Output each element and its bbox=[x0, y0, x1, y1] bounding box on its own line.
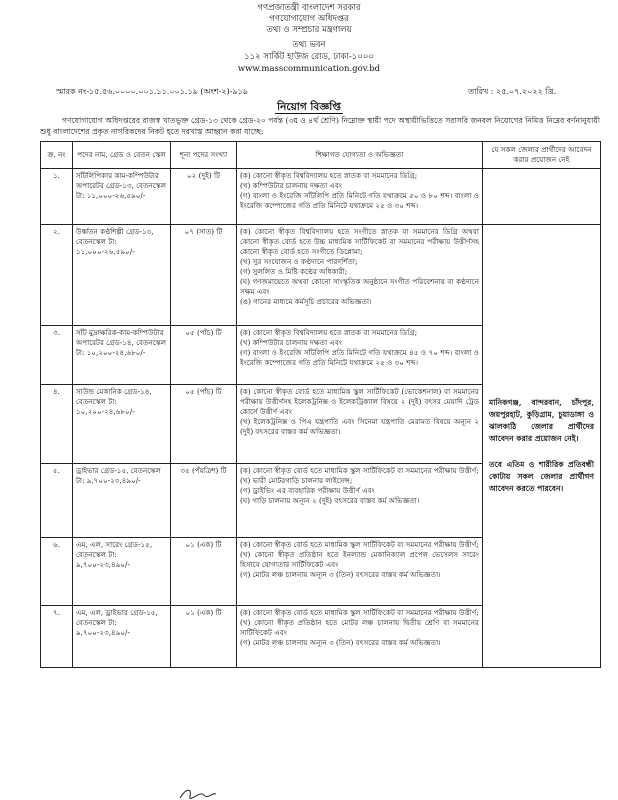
qualification-item: (গ) বাংলা ও ইংরেজি সাঁটলিপি প্রতি মিনিটে গতি যথাক্রমে ৫০ ও ৮০ শব্দ। বাংলা ও ইংরেজি কম্পোজের গতি প্রতি মিনিটে যথাক্রমে ২৫ ও ৩০ শব্দ। bbox=[240, 191, 479, 210]
cell-remarks-empty bbox=[483, 169, 601, 225]
qualification-item: (খ) কোনো স্বীকৃত প্রতিষ্ঠান হতে ইনল্যান্ড মেকানিক্যাল প্রপেল ভেসেলস সারেং হিসাবে যোগ্যতার সার্টিফিকেট এবং bbox=[240, 550, 479, 569]
col-header-vacancies: শূন্য পদের সংখ্যা bbox=[171, 142, 237, 169]
header-address: ১১২ সার্কিট হাউজ রোড, ঢাকা-১০০০ bbox=[244, 52, 374, 62]
qualification-item: (ঙ) গানের মাধ্যমে কর্মসূচি প্রচারের অভিজ্ঞতা। bbox=[240, 297, 372, 306]
page-title bbox=[0, 100, 618, 117]
table-header-row bbox=[41, 142, 601, 169]
cell-post-grade-scale: সাঁটলিপিকার কাম-কম্পিউটার অপারেটর গ্রেড-১৩, বেতনস্কেল টা: ১১,০০০-২৬,৫৯০/- bbox=[73, 169, 171, 225]
qualification-item: (গ) মোটর লঞ্চ চালনায় অন্যূন ৩ (তিন) বৎসরের বাস্তব কর্ম অভিজ্ঞতা। bbox=[240, 638, 441, 647]
table-row bbox=[41, 169, 601, 225]
qualification-item: (ক) কোনো স্বীকৃত বোর্ড হতে মাধ্যমিক স্কুল সার্টিফিকেট (ভোকেশনাল) বা সমমানের পরীক্ষায় উত্তীর্ণসহ ইলেকট্রনিক্স ও ইলেকট্রিক্যাল বিষয়ে ২ (দুই) বৎসর মেয়াদি ট্রেড কোর্সে উত্তীর্ণ এবং bbox=[240, 387, 479, 416]
notice-date: তারিখ : ২৫.০৭.২০২২ খ্রি. bbox=[468, 87, 557, 96]
cell-qualifications bbox=[237, 169, 483, 225]
col-header-excluded-districts: যে সকল জেলার প্রার্থীদের আবেদন করার প্রয়োজন নেই bbox=[483, 142, 601, 169]
cell-post-grade-scale: উর্ধ্বতন কণ্ঠশিল্পী গ্রেড-১৩, বেতনস্কেল টা: ১১,০০০-২৬,৫৯০/- bbox=[73, 225, 171, 326]
memo-number: স্মারক নং-১৫.৫৬.০০০০.০০১.১১.০০১.১৯ (অংশ-২)-৯১৯ bbox=[56, 87, 248, 96]
cell-qualifications bbox=[237, 606, 483, 668]
col-header-serial: ক্র. নং bbox=[41, 142, 73, 169]
qualification-item: (ক) কোনো স্বীকৃত বিশ্ববিদ্যালয় হতে স্নাতক বা সমমানের ডিগ্রি; bbox=[240, 171, 418, 180]
cell-serial: ৪. bbox=[41, 385, 73, 464]
cell-post-grade-scale: ড্রাইভার গ্রেড-১৫, বেতনস্কেল টা: ৯,৭০০-২৩,৪৯০/- bbox=[73, 464, 171, 538]
cell-qualifications bbox=[237, 385, 483, 464]
qualification-item: (ক) কোনো স্বীকৃত বিশ্ববিদ্যালয় হতে স্নাতক বা সমমানের ডিগ্রি; bbox=[240, 328, 418, 337]
col-header-post: পদের নাম, গ্রেড ও বেতন স্কেল bbox=[73, 142, 171, 169]
cell-vacancy-count: ০৭ (সাত) টি bbox=[171, 225, 237, 326]
cell-vacancy-count: ০১ (এক) টি bbox=[171, 606, 237, 668]
qualification-item: (খ) কম্পিউটার চালনায় দক্ষতা এবং bbox=[240, 181, 342, 190]
cell-post-grade-scale: এম, এল, সারেং গ্রেড-১৫, বেতনস্কেল টা: ৯,৭০০-২৩,৪৯০/- bbox=[73, 538, 171, 606]
header-website[interactable]: www.masscommunication.gov.bd bbox=[237, 64, 381, 74]
qualification-item: (গ) মোটর লঞ্চ চালনায় অন্যূন ৩ (তিন) বৎসরের বাস্তব কর্ম অভিজ্ঞতা। bbox=[240, 570, 441, 579]
cell-qualifications bbox=[237, 464, 483, 538]
cell-serial: ২. bbox=[41, 225, 73, 326]
header-building: তথ্য ভবন bbox=[292, 40, 326, 50]
cell-serial: ৩. bbox=[41, 326, 73, 385]
cell-post-grade-scale: এম, এল, ড্রাইভার গ্রেড-১৫, বেতনস্কেল টা: ৯,৭০০-২৩,৪৯০/- bbox=[73, 606, 171, 668]
cell-post-grade-scale: সাউন্ড মেকানিক গ্রেড-১৪, বেতনস্কেল টা: ১০,২০০-২৪,৬৮০/- bbox=[73, 385, 171, 464]
title-text: নিয়োগ বিজ্ঞপ্তি bbox=[277, 101, 341, 113]
cell-vacancy-count: ০১ (এক) টি bbox=[171, 538, 237, 606]
cell-vacancy-count: ০৫ (পাঁচ) টি bbox=[171, 385, 237, 464]
cell-serial: ৭. bbox=[41, 606, 73, 668]
cell-vacancy-count: ০৫ (পাঁচ) টি bbox=[171, 326, 237, 385]
intro-paragraph: গণযোগাযোগ অধিদপ্তরের রাজস্ব খাতভুক্ত গ্রেড-১৩ থেকে গ্রেড-২০ পর্যন্ত (৩য় ও ৪র্থ শ্রেণি) নিম্নোক্ত স্থায়ী পদে অস্থায়ীভিত্তিতে সরাসরি জনবল নিয়োগের নিমিত্ত নিম্নের বর্ণনানুযায়ী শুধু বাংলাদেশের প্রকৃত নাগরিকদের নিকট হতে দরখাস্ত আহ্বান করা যাচ্ছে: bbox=[40, 116, 600, 136]
qualification-item: (খ) সুর সংযোজন ও কণ্ঠদানে পারদর্শিতা; bbox=[240, 257, 358, 266]
qualification-item: (ক) কোনো স্বীকৃত বোর্ড হতে মাধ্যমিক স্কুল সার্টিফিকেট বা সমমানের পরীক্ষায় উত্তীর্ণ; bbox=[240, 466, 479, 475]
cell-serial: ৫. bbox=[41, 464, 73, 538]
vacancy-table bbox=[40, 141, 601, 668]
cell-vacancy-count: ৩৫ (পঁয়ত্রিশ) টি bbox=[171, 464, 237, 538]
quota-exception-text: তবে এতিম ও শারীরিক প্রতিবন্ধী কোটায় সকল জেলার প্রার্থীগণ আবেদন করতে পারবেন। bbox=[489, 460, 594, 493]
qualification-item: (খ) কম্পিউটার চালনায় দক্ষতা এবং bbox=[240, 338, 342, 347]
qualification-item: (ক) কোনো স্বীকৃত বিশ্ববিদ্যালয় হতে সংগীতে স্নাতক বা সমমানের ডিগ্রি অথবা কোনো স্বীকৃত বোর্ড হতে উচ্চ মাধ্যমিক সার্টিফিকেট বা সমমানের পরীক্ষায় উত্তীর্ণসহ কোনো স্বীকৃত বোর্ড হতে সংগীতে ডিপ্লোমা; bbox=[240, 227, 479, 256]
signature-mark bbox=[178, 786, 218, 800]
cell-qualifications bbox=[237, 225, 483, 326]
qualification-item: (ক) কোনো স্বীকৃত বোর্ড হতে মাধ্যমিক স্কুল সার্টিফিকেট বা সমমানের পরীক্ষায় উত্তীর্ণ; bbox=[240, 540, 479, 549]
qualification-item: (খ) ইলেকট্রনিক্স ও পিএ যন্ত্রপাতি এবং সিনেমা যন্ত্রপাতি মেরামত বিষয়ে অন্যূন ২ (দুই) বৎসরের বাস্তব কর্ম অভিজ্ঞতা। bbox=[240, 417, 479, 436]
header-department: গণযোগাযোগ অধিদপ্তর bbox=[269, 14, 349, 24]
qualification-item: (গ) সুললিত ও মিষ্টি কণ্ঠের অধিকারী; bbox=[240, 267, 348, 276]
qualification-item: (ঘ) গণজমায়েতে অথবা কোনো সাংস্কৃতিক অনুষ্ঠানে সংগীত পরিবেশনায় বা কণ্ঠদানে সক্ষম এবং bbox=[240, 277, 479, 296]
excluded-districts-text: মানিকগঞ্জ, বান্দরবান, চাঁদপুর, জয়পুরহাট, কুড়িগ্রাম, চুয়াডাঙ্গা ও ঝালকাঠি জেলার প্রার্থীদের আবেদন করার প্রয়োজন নেই। bbox=[489, 398, 594, 443]
col-header-qualifications: শিক্ষাগত যোগ্যতা ও অভিজ্ঞতা bbox=[237, 142, 483, 169]
cell-excluded-districts bbox=[483, 225, 601, 668]
qualification-item: (ঘ) গাড়ি চালনায় অন্যূন ২ (দুই) বৎসরের বাস্তব কর্ম অভিজ্ঞতা। bbox=[240, 496, 420, 505]
cell-qualifications bbox=[237, 326, 483, 385]
qualification-item: (গ) বাংলা ও ইংরেজি সাঁটলিপি প্রতি মিনিটে গতি যথাক্রমে ৪৫ ও ৭০ শব্দ। বাংলা ও ইংরেজি কম্পোজের গতি প্রতি মিনিটে যথাক্রমে ২৫ ও ৩০ শব্দ। bbox=[240, 348, 479, 367]
qualification-item: (গ) ড্রাইভিং এর ব্যবহারিক পরীক্ষায় উত্তীর্ণ এবং bbox=[240, 486, 375, 495]
cell-serial: ৬. bbox=[41, 538, 73, 606]
table-row bbox=[41, 225, 601, 326]
cell-vacancy-count: ০২ (দুই) টি bbox=[171, 169, 237, 225]
qualification-item: (খ) কোনো স্বীকৃত প্রতিষ্ঠান হতে মোটর লঞ্চ চালনায় দ্বিতীয় শ্রেণি বা সমমানের সার্টিফিকেট এবং bbox=[240, 618, 479, 637]
cell-post-grade-scale: সাঁট মুদ্রাক্ষরিক-কাম-কম্পিউটার অপারেটর গ্রেড-১৪, বেতনস্কেল টা: ১০,২০০-২৪,৬৮০/- bbox=[73, 326, 171, 385]
qualification-item: (ক) কোনো স্বীকৃত বোর্ড হতে মাধ্যমিক স্কুল সার্টিফিকেট বা সমমানের পরীক্ষায় উত্তীর্ণ; bbox=[240, 608, 479, 617]
qualification-item: (খ) ভারী মোটরগাড়ি চালনার লাইসেন্স; bbox=[240, 476, 353, 485]
cell-serial: ১. bbox=[41, 169, 73, 225]
cell-qualifications bbox=[237, 538, 483, 606]
header-govt: গণপ্রজাতন্ত্রী বাংলাদেশ সরকার bbox=[257, 3, 361, 13]
header-ministry: তথ্য ও সম্প্রচার মন্ত্রণালয় bbox=[266, 25, 352, 35]
